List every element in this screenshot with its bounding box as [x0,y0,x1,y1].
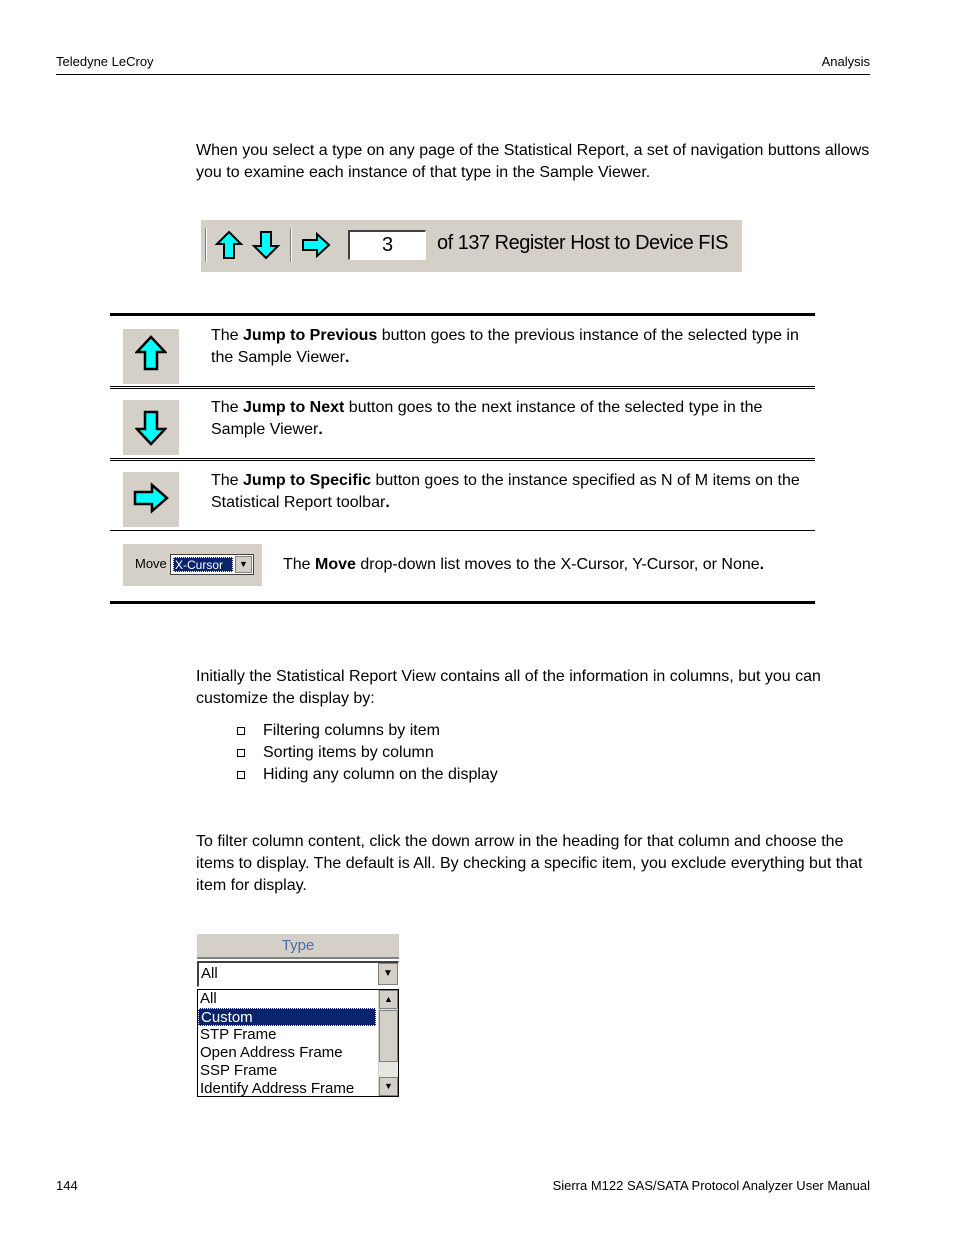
toolbar-separator [290,228,292,262]
scrollbar[interactable] [378,990,398,1096]
intro-paragraph: When you select a type on any page of the Statistical Report, a set of navigation buttons allows you to examine each instance of that type in the Sample Viewer. [196,142,870,181]
up-arrow-icon[interactable] [214,230,244,260]
table-top-rule [110,313,815,316]
filter-combo[interactable] [197,961,399,987]
checkbox-bullet-icon [237,727,245,735]
chevron-down-icon[interactable]: ▼ [378,963,398,985]
instance-number-field[interactable]: 3 [348,230,426,260]
row-text: The [211,472,244,489]
table-row [283,554,813,576]
jump-next-image [123,400,179,455]
row-rule [110,386,815,387]
manual-title: Sierra M122 SAS/SATA Protocol Analyzer User Manual [552,1178,870,1193]
customize-paragraph: Initially the Statistical Report View contains all of the information in columns, but you can customize the display by: [196,668,821,707]
list-item-selected[interactable]: Custom [198,1008,376,1026]
row-term: Jump to Previous [243,327,378,344]
up-arrow-icon [135,335,167,371]
type-filter-dropdown [197,932,399,1097]
filter-combo-value: All [201,965,218,982]
row-term: Jump to Specific [243,472,372,489]
row-text: button goes to the next instance of the selected type in the Sample Viewer [211,399,763,438]
header-right: Analysis [821,54,870,69]
scroll-thumb[interactable] [379,1010,398,1062]
row-text: The [283,556,316,573]
down-arrow-icon [135,410,167,446]
list-item[interactable]: STP Frame [200,1026,277,1043]
table-row [211,325,811,369]
toolbar-separator [205,228,207,262]
list-item [236,742,498,764]
right-arrow-icon [133,482,169,514]
checkbox-bullet-icon [237,771,245,779]
page-number: 144 [56,1178,78,1193]
row-term: Jump to Next [243,399,345,416]
row-text: button goes to the instance specified as N of M items on the Statistical Report toolbar [211,472,800,511]
instance-count-label: of 137 Register Host to Device FIS [437,232,728,254]
row-text: The [211,327,244,344]
list-item [236,764,498,786]
header-rule [56,74,870,75]
row-end: . [385,494,390,511]
move-selected-value: X-Cursor [173,557,233,572]
table-row [211,470,811,514]
list-item[interactable]: SSP Frame [200,1062,278,1079]
table-bottom-rule [110,601,815,604]
column-heading-type[interactable]: Type [197,932,399,959]
row-end: . [345,349,350,366]
scroll-up-icon[interactable]: ▲ [379,990,398,1009]
jump-previous-image [123,329,179,384]
row-end: . [318,421,323,438]
move-dropdown-image [123,544,262,586]
filter-paragraph: To filter column content, click the down arrow in the heading for that column and choose the items to display. The default is All. By checking a specific item, you exclude everything but that item for display. [196,833,863,894]
row-text: button goes to the previous instance of the selected type in the Sample Viewer [211,327,799,366]
list-item[interactable]: Identify Address Frame [200,1080,355,1097]
customize-list [236,720,498,786]
row-rule [110,388,815,389]
scroll-down-icon[interactable]: ▼ [379,1077,398,1096]
jump-specific-image [123,472,179,527]
list-item-text: Sorting items by column [263,744,434,761]
right-arrow-icon[interactable] [301,230,331,260]
row-rule [110,530,815,531]
chevron-down-icon[interactable]: ▼ [235,556,252,573]
navigation-toolbar [201,220,742,272]
list-item[interactable]: Open Address Frame [200,1044,343,1061]
list-item [236,720,498,742]
header-left: Teledyne LeCroy [56,54,154,69]
list-item-text: Hiding any column on the display [263,766,498,783]
row-rule [110,458,815,459]
move-select[interactable] [170,554,254,575]
row-term: Move [315,556,356,573]
row-text: The [211,399,244,416]
row-end: . [759,556,765,573]
list-item-text: Filtering columns by item [263,722,440,739]
down-arrow-icon[interactable] [251,230,281,260]
row-text: drop-down list moves to the X-Cursor, Y-Cursor, or None [355,556,760,573]
filter-list[interactable] [197,989,399,1097]
move-label: Move [135,556,167,571]
row-rule [110,460,815,461]
table-row [211,397,811,441]
checkbox-bullet-icon [237,749,245,757]
list-item[interactable]: All [200,990,217,1007]
